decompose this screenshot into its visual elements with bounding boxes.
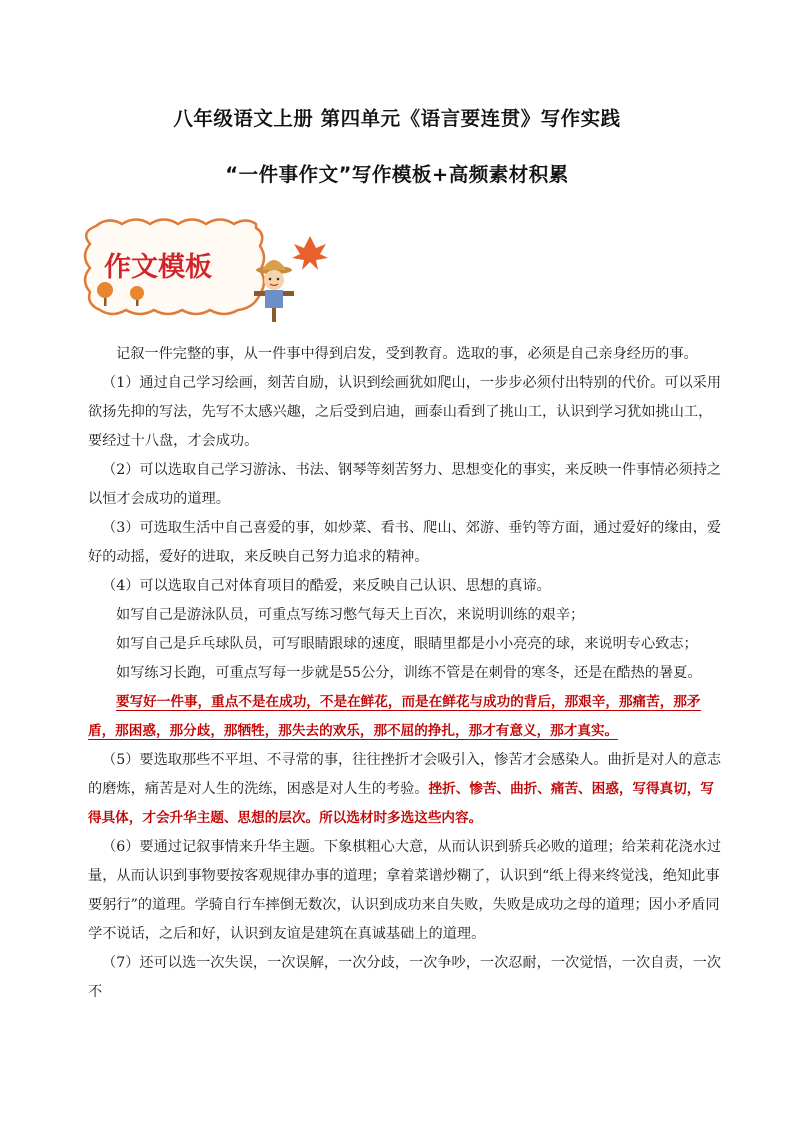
scarecrow-icon [254,260,294,322]
document-body [88,340,724,1007]
paragraph-4: （4）可以选取自己对体育项目的酷爱，来反映自己认识、思想的真谛。 [102,578,551,594]
paragraph-4a: 如写自己是游泳队员，可重点写练习憋气每天上百次，来说明训练的艰辛； [116,607,585,623]
highlight-text: 要写好一件事，重点不是在成功，不是在鲜花，而是在鲜花与成功的背后，那艰辛，那痛苦，那矛盾，那困惑，那分歧，那牺牲，那失去的欢乐，那不屈的挣扎，那才有意义，那才真实。 [88,694,701,739]
banner-illustration [78,214,328,326]
paragraph-5 [88,746,724,833]
highlight-paragraph [88,688,724,746]
paragraph-4c: 如写练习长跑，可重点写每一步就是55公分，训练不管是在刺骨的寒冬，还是在酷热的暑夏。 [116,665,702,681]
paragraph-6: （6）要通过记叙事情来升华主题。下象棋粗心大意，从而认识到骄兵必败的道理；给茉莉花浇水过量，从而认识到事物要按客观规律办事的道理；拿着菜谱炒糊了，认识到“纸上得来终觉浅，绝知此事要躬行”的道理。学骑自行车摔倒无数次，认识到成功来自失败，失败是成功之母的道理；因小矛盾同学不说话，之后和好，认识到友谊是建筑在真诚基础上的道理。 [88,839,722,942]
paragraph-3: （3）可选取生活中自己喜爱的事，如炒菜、看书、爬山、郊游、垂钓等方面，通过爱好的缘由，爱好的动摇，爱好的进取，来反映自己努力追求的精神。 [88,520,722,565]
template-banner [78,214,328,326]
paragraph-4b: 如写自己是乒乓球队员，可写眼睛跟球的速度，眼睛里都是小小亮亮的球，来说明专心致志； [116,636,698,652]
document-title: 八年级语文上册 第四单元《语言要连贯》写作实践 [173,107,621,130]
document-subtitle: “一件事作文”写作模板+高频素材积累 [225,163,569,186]
paragraph-intro: 记叙一件完整的事，从一件事中得到启发，受到教育。选取的事，必须是自己亲身经历的事。 [116,346,698,362]
maple-leaf-icon [292,236,328,270]
paragraph-1: （1）通过自己学习绘画，刻苦自励，认识到绘画犹如爬山，一步步必须付出特别的代价。可以采用欲扬先抑的写法，先写不太感兴趣，之后受到启迪，画泰山看到了挑山工，认识到学习犹如挑山工，要经过十八盘，才会成功。 [88,375,722,449]
paragraph-7: （7）还可以选一次失误，一次误解，一次分歧，一次争吵，一次忍耐，一次觉悟，一次自责，一次不 [88,955,722,1000]
banner-label: 作文模板 [104,252,212,283]
paragraph-2: （2）可以选取自己学习游泳、书法、钢琴等刻苦努力、思想变化的事实，来反映一件事情必须持之以恒才会成功的道理。 [88,462,722,507]
paragraph-5-text: （5）要选取那些不平坦、不寻常的事，往往挫折才会吸引入，惨苦才会感染人。曲折是对人的意志的磨炼，痛苦是对人生的洗练，困惑是对人生的考验。 [88,752,722,797]
paragraph-5-highlight: 挫折、惨苦、曲折、痛苦、困惑，写得真切，写得具体，才会升华主题、思想的层次。所以选材时多选这些内容。 [88,781,714,826]
